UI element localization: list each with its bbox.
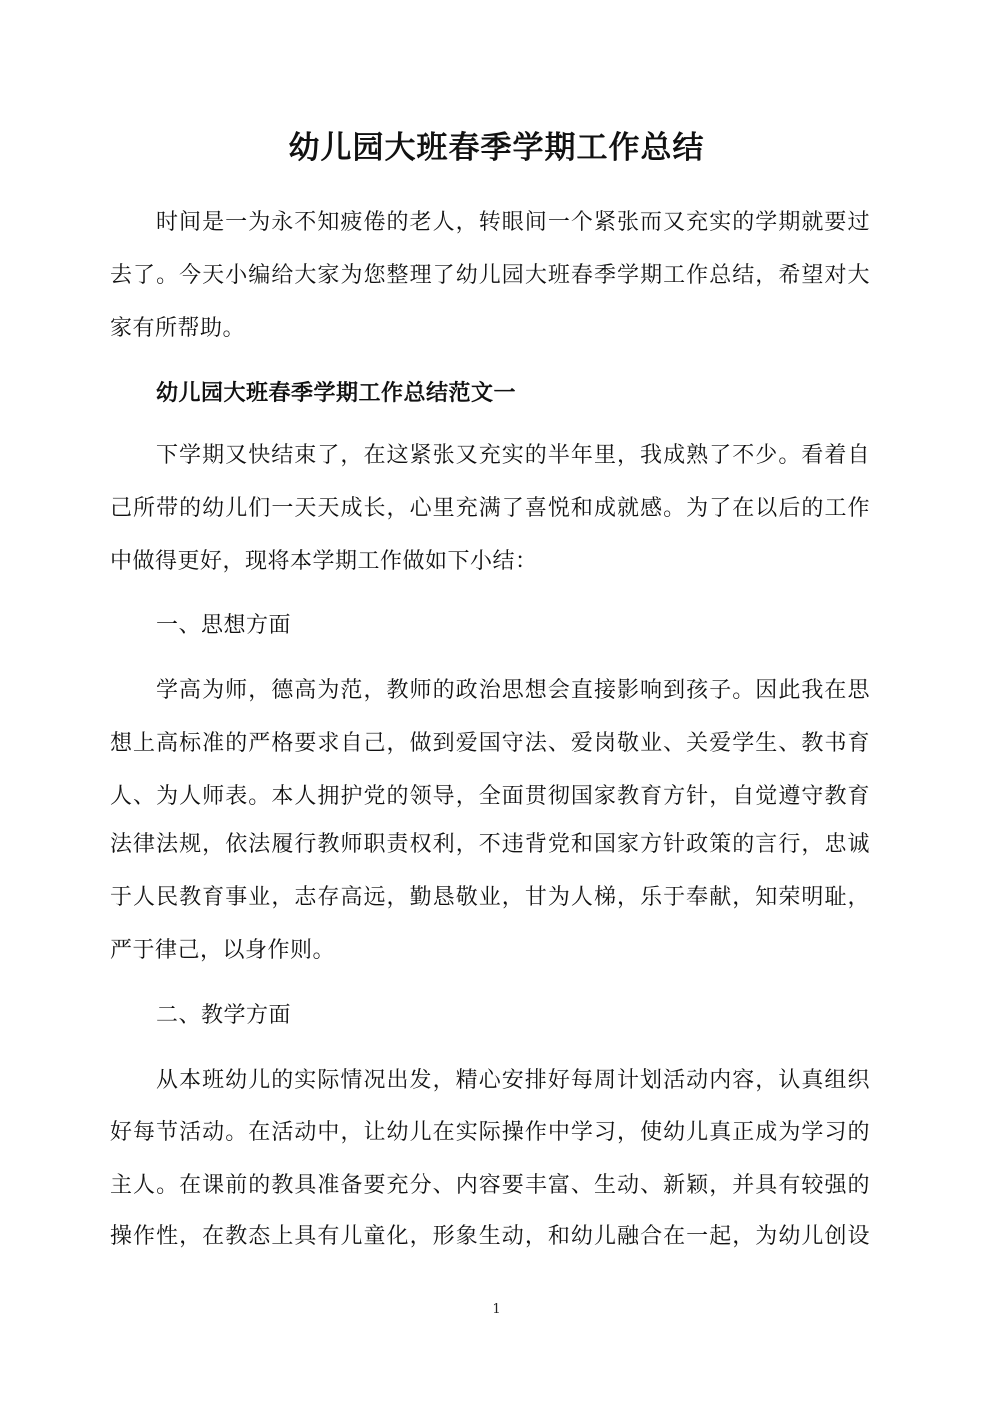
page-number: 1 — [492, 1302, 501, 1317]
section1-line-1: 学高为师，德高为范，教师的政治思想会直接影响到孩子。因此我在思 — [156, 678, 870, 703]
section1-heading: 一、思想方面 — [156, 613, 292, 638]
section1-line-2: 想上高标准的严格要求自己，做到爱国守法、爱岗敬业、关爱学生、教书育 — [110, 731, 870, 756]
document-title: 幼儿园大班春季学期工作总结 — [288, 130, 705, 166]
article-subtitle: 幼儿园大班春季学期工作总结范文一 — [156, 380, 517, 406]
paragraph1-line-2: 己所带的幼儿们一天天成长，心里充满了喜悦和成就感。为了在以后的工作 — [110, 496, 870, 521]
section2-line-4: 操作性，在教态上具有儿童化，形象生动，和幼儿融合在一起，为幼儿创设 — [110, 1224, 870, 1249]
intro-line-2: 去了。今天小编给大家为您整理了幼儿园大班春季学期工作总结，希望对大 — [110, 263, 870, 288]
paragraph1-line-1: 下学期又快结束了，在这紧张又充实的半年里，我成熟了不少。看着自 — [156, 443, 870, 468]
section1-line-4: 法律法规，依法履行教师职责权利，不违背党和国家方针政策的言行，忠诚 — [110, 832, 870, 857]
intro-line-1: 时间是一为永不知疲倦的老人，转眼间一个紧张而又充实的学期就要过 — [156, 210, 870, 235]
section1-line-5: 于人民教育事业，志存高远，勤恳敬业，甘为人梯，乐于奉献，知荣明耻， — [110, 885, 870, 910]
section1-line-6: 严于律己，以身作则。 — [110, 938, 336, 963]
section1-line-3: 人、为人师表。本人拥护党的领导，全面贯彻国家教育方针，自觉遵守教育 — [110, 784, 870, 809]
paragraph1-line-3: 中做得更好，现将本学期工作做如下小结： — [110, 549, 538, 574]
section2-line-2: 好每节活动。在活动中，让幼儿在实际操作中学习，使幼儿真正成为学习的 — [110, 1120, 870, 1145]
section2-line-1: 从本班幼儿的实际情况出发，精心安排好每周计划活动内容，认真组织 — [156, 1068, 870, 1093]
section2-line-3: 主人。在课前的教具准备要充分、内容要丰富、生动、新颖，并具有较强的 — [110, 1173, 870, 1198]
intro-line-3: 家有所帮助。 — [110, 316, 246, 341]
section2-heading: 二、教学方面 — [156, 1003, 292, 1028]
